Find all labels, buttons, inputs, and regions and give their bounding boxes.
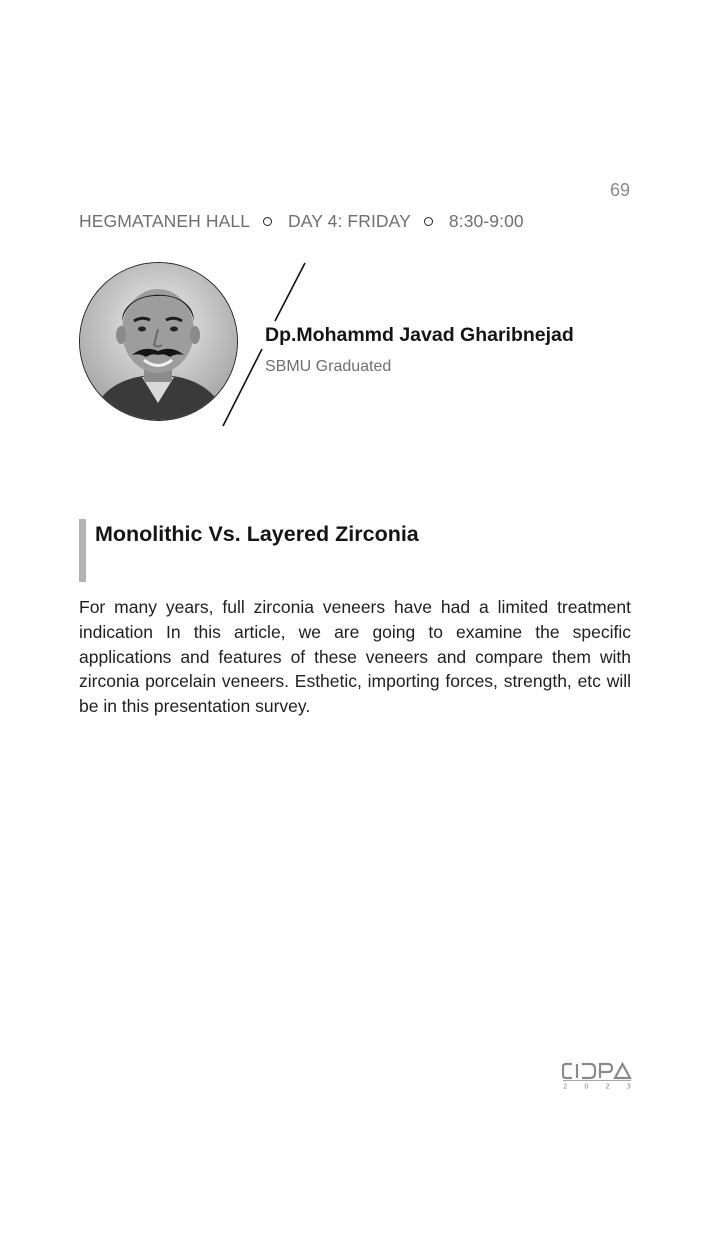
logo-year: 2023 — [563, 1082, 631, 1090]
speaker-affiliation: SBMU Graduated — [265, 358, 392, 375]
talk-abstract: For many years, full zirconia veneers have had a limited treatment indication In this article, we are going to examine the specific applications and features of these veneers and compare them with zirconia porcelain veneers. Esthetic, importing forces, strength, etc will be in this presentation survey. — [79, 597, 631, 717]
session-meta — [79, 211, 524, 232]
session-day: DAY 4: FRIDAY — [288, 211, 411, 231]
speaker-photo — [79, 262, 238, 421]
separator-circle-icon — [263, 217, 272, 226]
cidpa-logo — [562, 1060, 632, 1090]
separator-circle-icon — [424, 217, 433, 226]
title-accent-bar — [79, 519, 86, 582]
talk-title: Monolithic Vs. Layered Zirconia — [95, 522, 419, 546]
speaker-name: Dp.Mohammd Javad Gharibnejad — [265, 324, 574, 346]
session-hall: HEGMATANEH HALL — [79, 211, 251, 231]
session-time: 8:30-9:00 — [448, 211, 524, 231]
page-number: 69 — [609, 180, 630, 200]
speaker-portrait-icon — [80, 263, 237, 420]
